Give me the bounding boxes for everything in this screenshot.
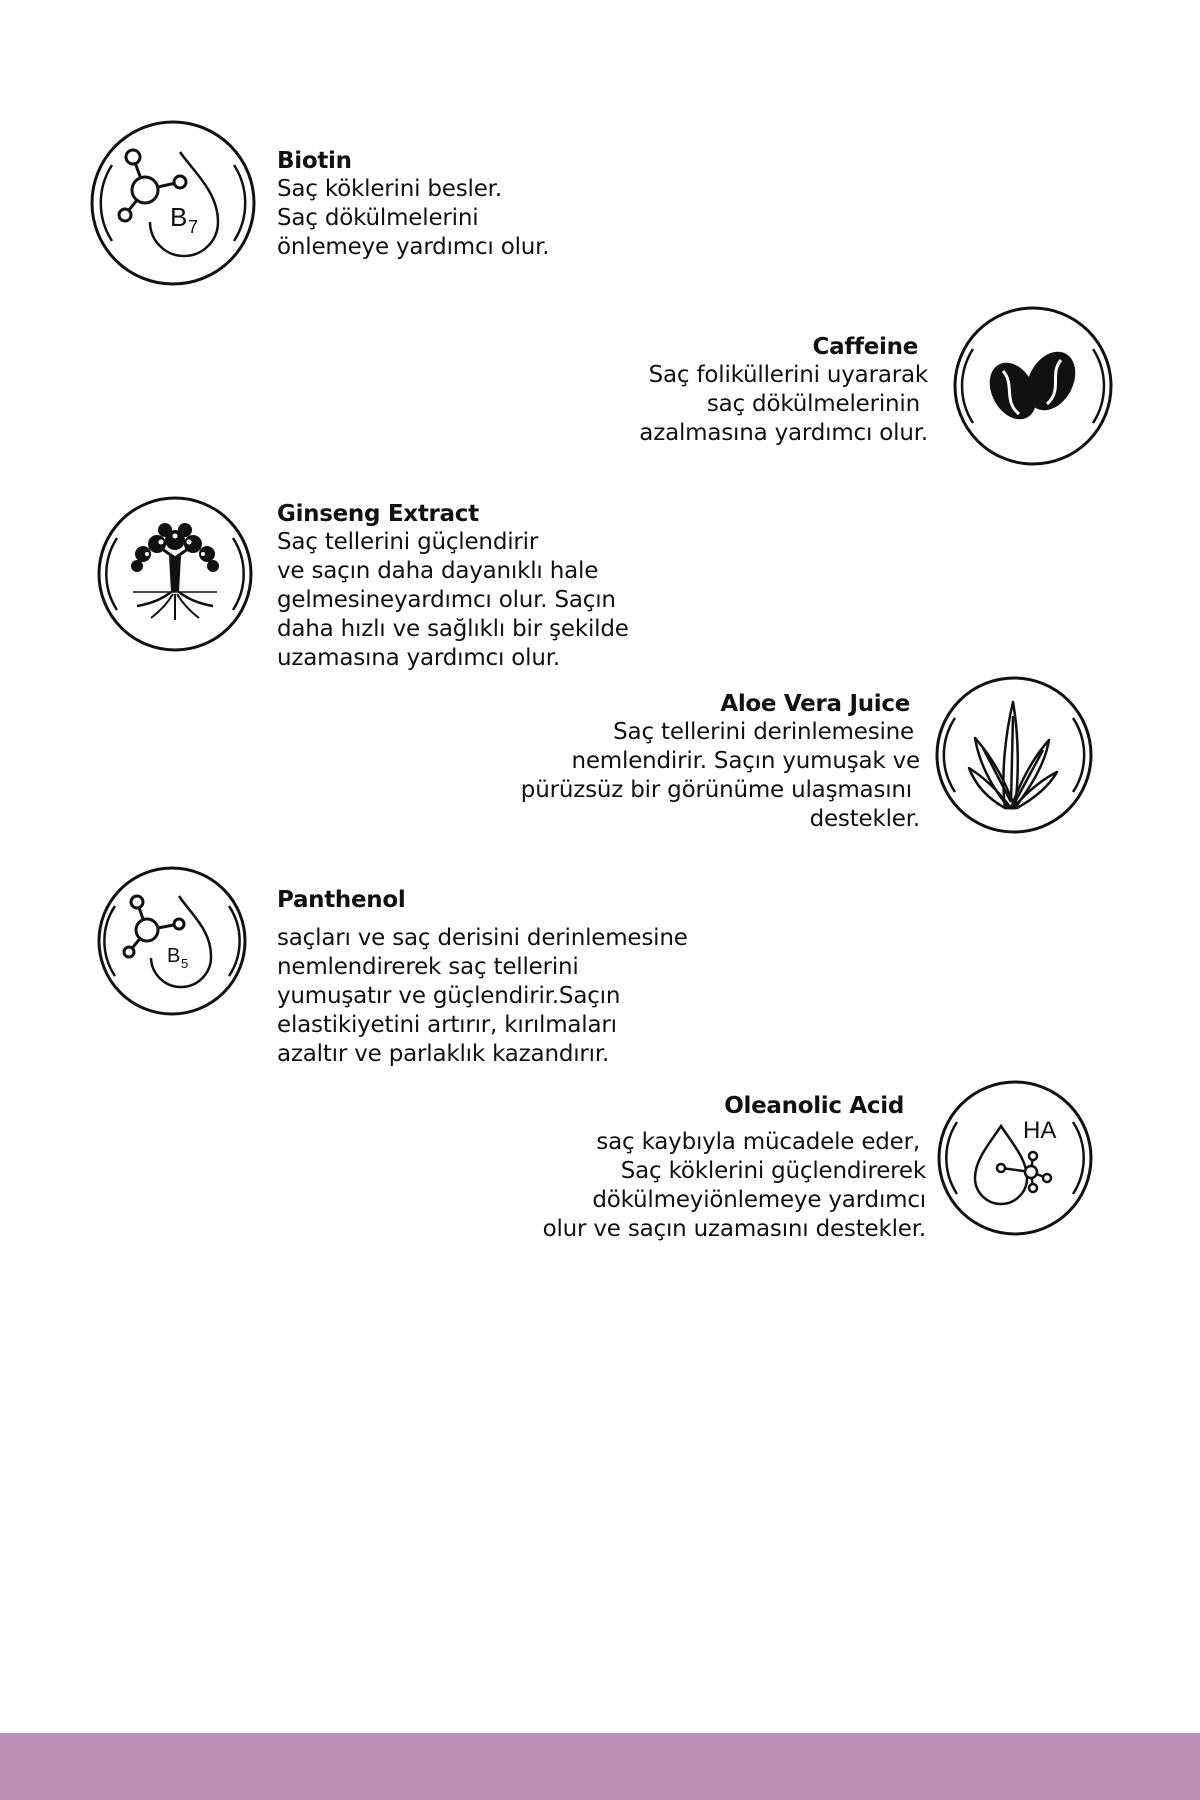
ha-icon-label: HA	[1023, 1117, 1057, 1144]
biotin-icon-sub: 7	[188, 217, 199, 237]
oleanolic-acid-line-4: olur ve saçın uzamasını destekler.	[542, 1216, 926, 1242]
aloe-vera-line-1: Saç tellerini derinlemesine	[613, 719, 914, 745]
aloe-vera-line-2: nemlendirir. Saçın yumuşak ve	[571, 748, 920, 774]
panthenol-icon-sub: 5	[181, 956, 189, 971]
panthenol-b5-molecule-icon	[97, 866, 247, 1016]
panthenol-line-3: yumuşatır ve güçlendirir.Saçın	[277, 983, 621, 1009]
ginseng-line-1: Saç tellerini güçlendirir	[277, 529, 539, 555]
biotin-line-2: Saç dökülmelerini	[277, 205, 479, 231]
caffeine-line-2: saç dökülmelerinin	[706, 391, 920, 417]
caffeine-line-1: Saç foliküllerini uyararak	[648, 362, 928, 388]
panthenol-title: Panthenol	[277, 887, 406, 913]
footer-color-band	[0, 1733, 1200, 1800]
ha-drop-molecule-icon	[937, 1080, 1093, 1236]
ginseng-line-4: daha hızlı ve sağlıklı bir şekilde	[277, 616, 629, 642]
ginseng-title: Ginseng Extract	[277, 501, 479, 527]
panthenol-line-1: saçları ve saç derisini derinlemesine	[277, 925, 688, 951]
panthenol-line-5: azaltır ve parlaklık kazandırır.	[277, 1041, 610, 1067]
ginseng-section	[277, 500, 629, 673]
aloe-vera-leaves-icon	[935, 676, 1093, 834]
biotin-section	[277, 147, 549, 262]
tree-of-life-icon	[97, 496, 253, 652]
ginseng-line-5: uzamasına yardımcı olur.	[277, 645, 560, 671]
caffeine-title: Caffeine	[812, 334, 918, 360]
biotin-icon-label: B	[170, 202, 188, 232]
oleanolic-acid-line-1: saç kaybıyla mücadele eder,	[596, 1129, 920, 1155]
panthenol-icon-label: B	[167, 945, 181, 967]
oleanolic-acid-title: Oleanolic Acid	[724, 1093, 904, 1119]
oleanolic-acid-line-3: dökülmeyiönlemeye yardımcı	[592, 1187, 926, 1213]
biotin-line-3: önlemeye yardımcı olur.	[277, 234, 550, 260]
panthenol-section	[277, 886, 688, 1069]
biotin-b7-molecule-icon	[90, 120, 256, 286]
aloe-vera-line-4: destekler.	[809, 806, 920, 832]
oleanolic-acid-line-2: Saç köklerini güçlendirerek	[620, 1158, 926, 1184]
biotin-line-1: Saç köklerini besler.	[277, 176, 502, 202]
aloe-vera-section	[521, 690, 920, 834]
oleanolic-acid-section	[543, 1092, 926, 1244]
panthenol-line-4: elastikiyetini artırır, kırılmaları	[277, 1012, 617, 1038]
caffeine-line-3: azalmasına yardımcı olur.	[639, 420, 928, 446]
coffee-beans-icon	[953, 306, 1113, 466]
ginseng-line-3: gelmesineyardımcı olur. Saçın	[277, 587, 616, 613]
aloe-vera-title: Aloe Vera Juice	[720, 691, 910, 717]
ginseng-line-2: ve saçın daha dayanıklı hale	[277, 558, 599, 584]
biotin-title: Biotin	[277, 148, 352, 174]
aloe-vera-line-3: pürüzsüz bir görünüme ulaşmasını	[520, 777, 912, 803]
panthenol-line-2: nemlendirerek saç tellerini	[277, 954, 579, 980]
caffeine-section	[639, 333, 928, 448]
